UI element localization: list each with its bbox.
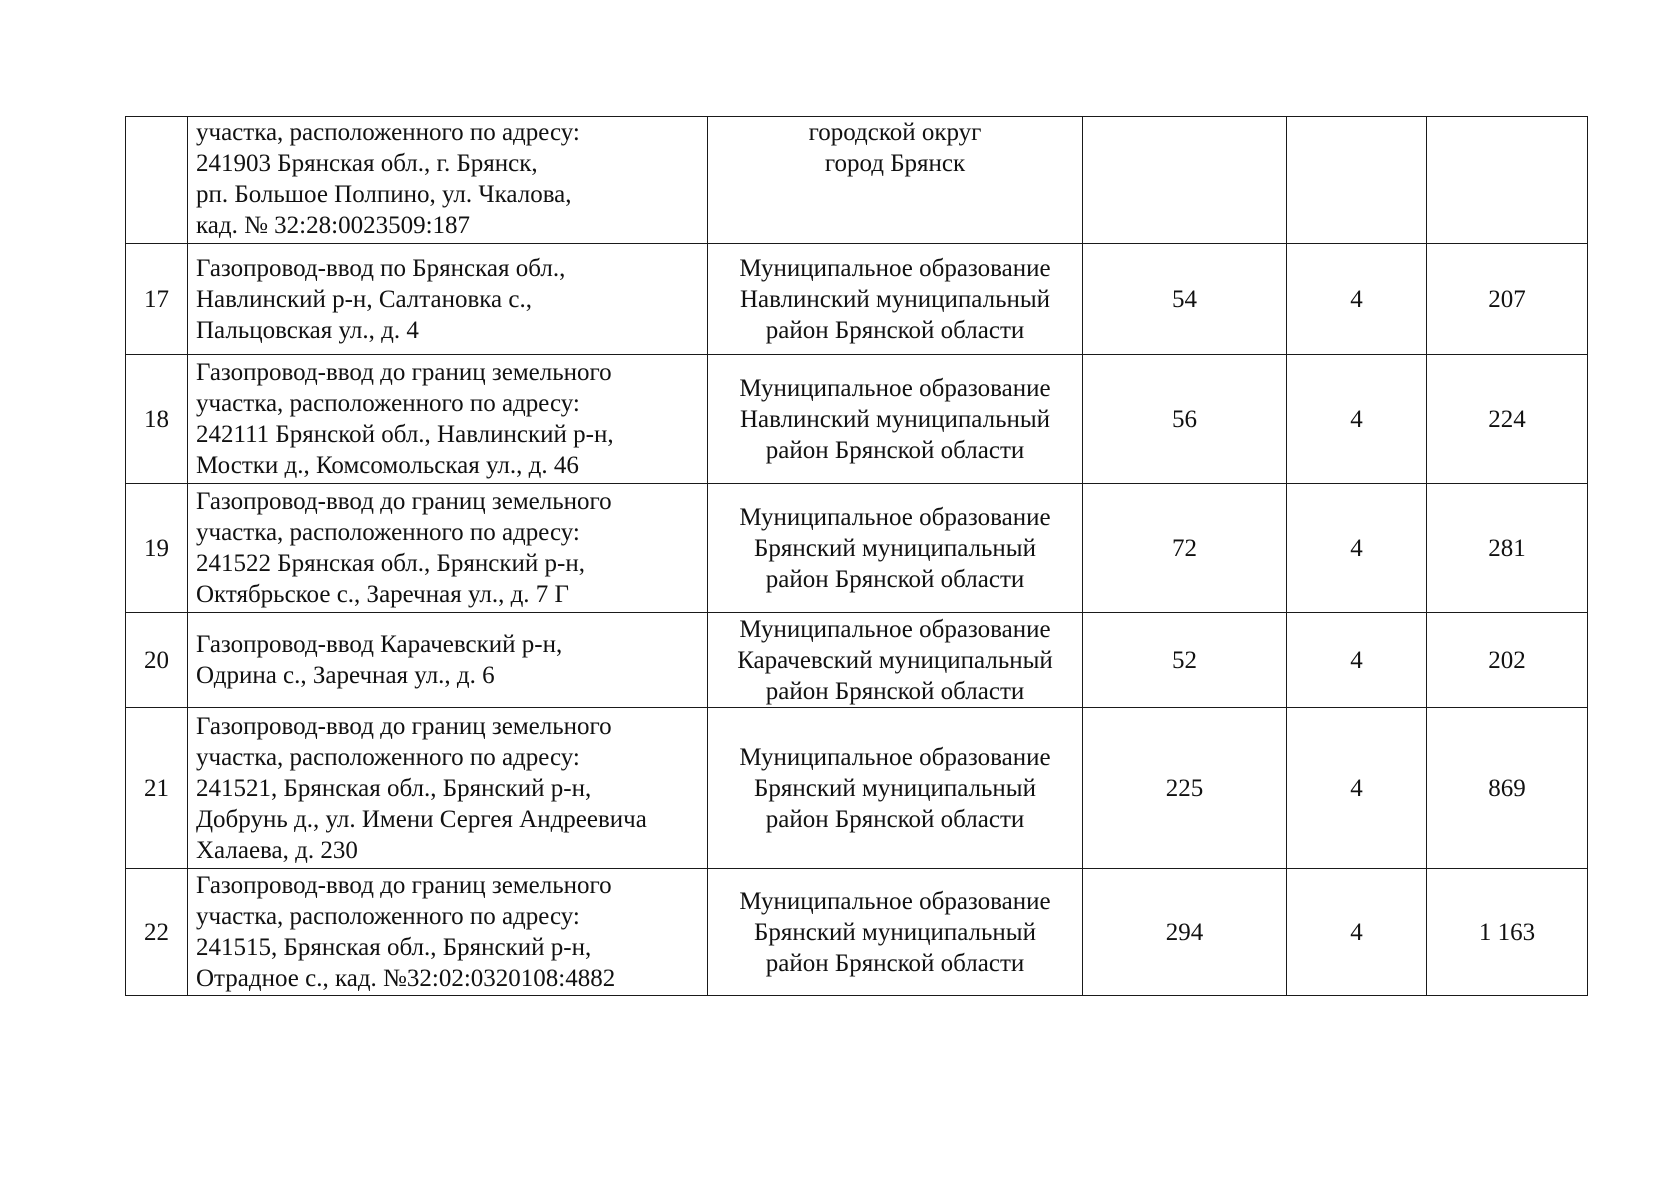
- value-b-cell: 4: [1287, 355, 1427, 484]
- municipality-cell: Муниципальное образование Навлинский муниципальный район Брянской области: [708, 355, 1083, 484]
- value-a-cell: 225: [1083, 708, 1287, 869]
- object-description-cell: Газопровод-ввод по Брянская обл., Навлинский р-н, Салтановка с., Пальцовская ул., д. 4: [188, 244, 708, 355]
- value-c-cell: 202: [1427, 613, 1588, 708]
- table-row: [126, 117, 1588, 244]
- value-c-cell: 224: [1427, 355, 1588, 484]
- object-description-cell: Газопровод-ввод до границ земельного участка, расположенного по адресу: 241521, Брянская обл., Брянский р-н, Добрунь д., ул. Имени Сергея Андреевича Халаева, д. 230: [188, 708, 708, 869]
- value-a-cell: 72: [1083, 484, 1287, 613]
- value-c-cell: 869: [1427, 708, 1588, 869]
- municipality-cell: городской округ город Брянск: [708, 117, 1083, 244]
- value-b-cell: 4: [1287, 244, 1427, 355]
- object-description-cell: Газопровод-ввод до границ земельного участка, расположенного по адресу: 241515, Брянская обл., Брянский р-н, Отрадное с., кад. №32:02:0320108:4882: [188, 869, 708, 996]
- row-number-cell: 21: [126, 708, 188, 869]
- municipality-cell: Муниципальное образование Брянский муниципальный район Брянской области: [708, 484, 1083, 613]
- value-c-cell: 281: [1427, 484, 1588, 613]
- value-a-cell: 52: [1083, 613, 1287, 708]
- value-b-cell: [1287, 117, 1427, 244]
- table-row: [126, 355, 1588, 484]
- row-number-cell: 18: [126, 355, 188, 484]
- value-b-cell: 4: [1287, 708, 1427, 869]
- object-description-cell: участка, расположенного по адресу: 241903 Брянская обл., г. Брянск, рп. Большое Полпино, ул. Чкалова, кад. № 32:28:0023509:187: [188, 117, 708, 244]
- value-b-cell: 4: [1287, 869, 1427, 996]
- object-description-cell: Газопровод-ввод Карачевский р-н, Одрина с., Заречная ул., д. 6: [188, 613, 708, 708]
- value-c-cell: 1 163: [1427, 869, 1588, 996]
- value-a-cell: 56: [1083, 355, 1287, 484]
- municipality-cell: Муниципальное образование Карачевский муниципальный район Брянской области: [708, 613, 1083, 708]
- row-number-cell: 19: [126, 484, 188, 613]
- municipality-cell: Муниципальное образование Навлинский муниципальный район Брянской области: [708, 244, 1083, 355]
- row-number-cell: 22: [126, 869, 188, 996]
- value-a-cell: 294: [1083, 869, 1287, 996]
- object-description-cell: Газопровод-ввод до границ земельного участка, расположенного по адресу: 242111 Брянской обл., Навлинский р-н, Мостки д., Комсомольская ул., д. 46: [188, 355, 708, 484]
- table-row: [126, 484, 1588, 613]
- table-row: [126, 244, 1588, 355]
- table-row: [126, 869, 1588, 996]
- value-b-cell: 4: [1287, 613, 1427, 708]
- table-row: [126, 613, 1588, 708]
- object-description-cell: Газопровод-ввод до границ земельного участка, расположенного по адресу: 241522 Брянская обл., Брянский р-н, Октябрьское с., Заречная ул., д. 7 Г: [188, 484, 708, 613]
- table-row: [126, 708, 1588, 869]
- value-b-cell: 4: [1287, 484, 1427, 613]
- value-c-cell: [1427, 117, 1588, 244]
- value-a-cell: 54: [1083, 244, 1287, 355]
- municipality-cell: Муниципальное образование Брянский муниципальный район Брянской области: [708, 869, 1083, 996]
- document-table: [125, 116, 1588, 996]
- value-a-cell: [1083, 117, 1287, 244]
- municipality-cell: Муниципальное образование Брянский муниципальный район Брянской области: [708, 708, 1083, 869]
- row-number-cell: 17: [126, 244, 188, 355]
- row-number-cell: 20: [126, 613, 188, 708]
- value-c-cell: 207: [1427, 244, 1588, 355]
- row-number-cell: [126, 117, 188, 244]
